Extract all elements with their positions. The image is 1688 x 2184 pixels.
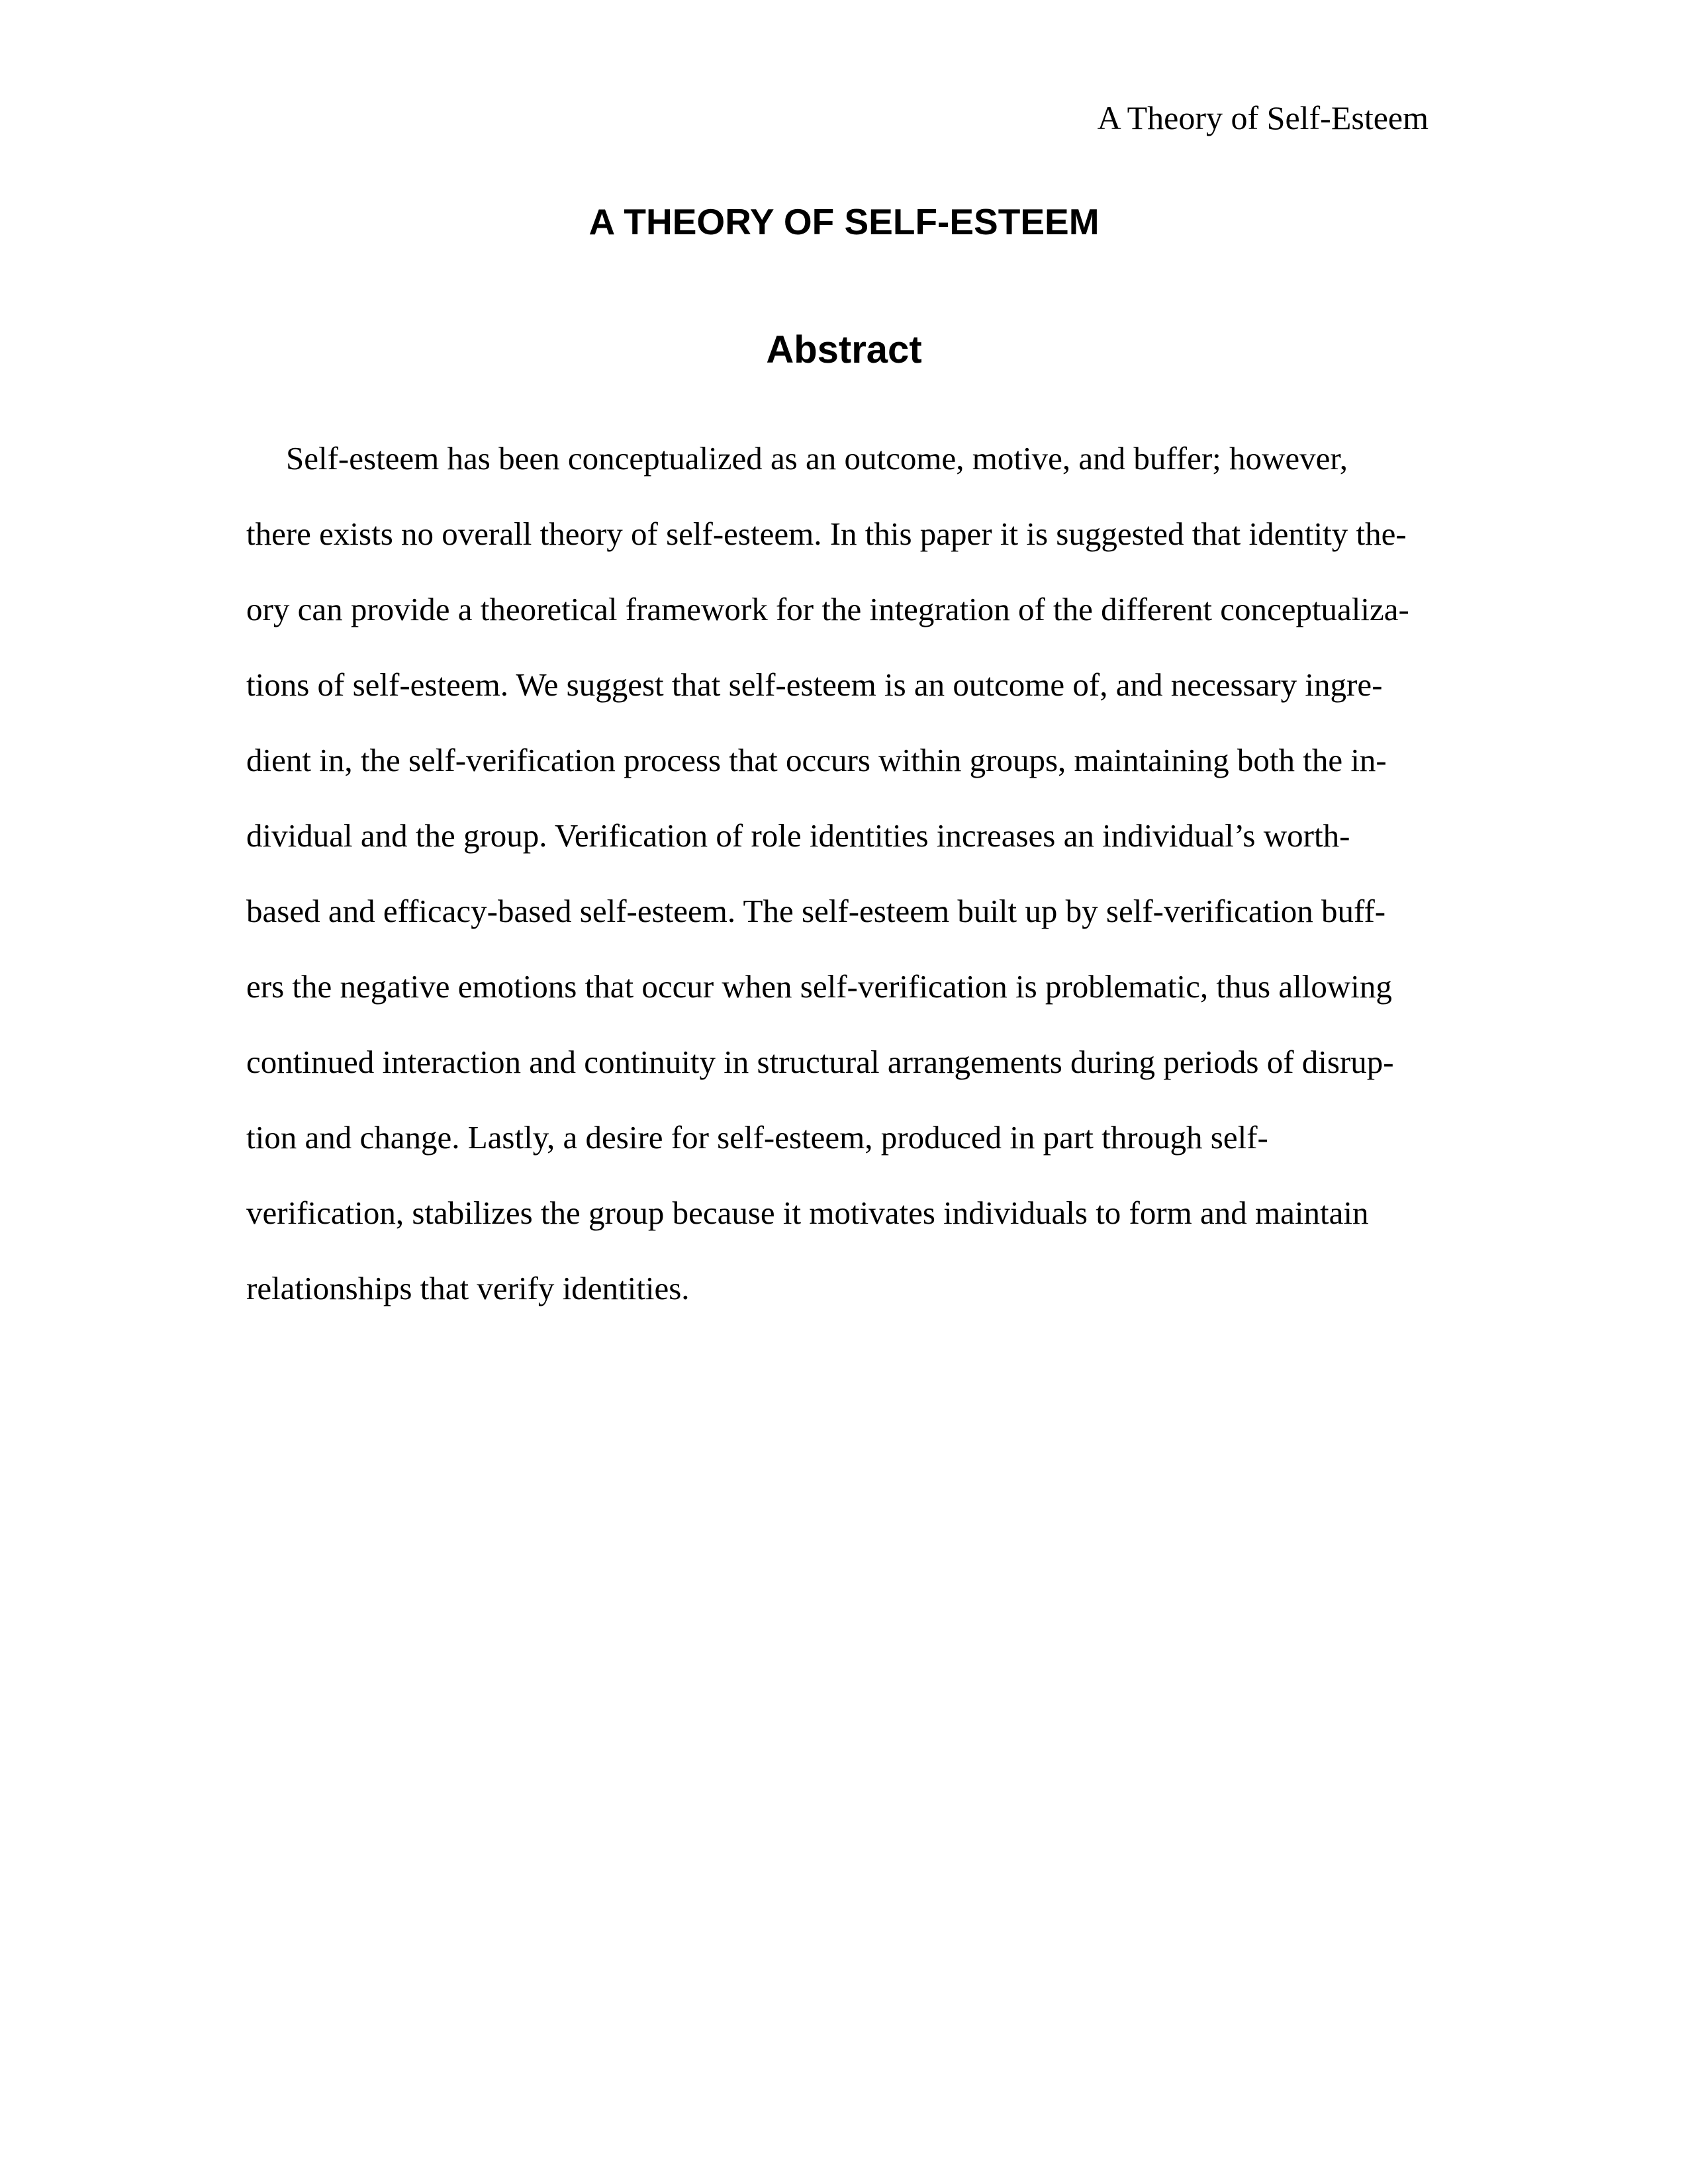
abstract-line: dividual and the group. Verification of role identities increases an individual’s worth- (246, 817, 1350, 854)
abstract-heading: Abstract (766, 328, 922, 371)
abstract-line: there exists no overall theory of self-esteem. In this paper it is suggested that identity the- (246, 516, 1407, 552)
running-head: A Theory of Self-Esteem (1097, 99, 1429, 136)
paper-title: A THEORY OF SELF-ESTEEM (588, 201, 1100, 242)
abstract-line: ers the negative emotions that occur when self-verification is problematic, thus allowing (246, 968, 1392, 1005)
abstract-line: based and efficacy-based self-esteem. The self-esteem built up by self-verification buff- (246, 893, 1386, 929)
abstract-line: continued interaction and continuity in structural arrangements during periods of disrup- (246, 1044, 1394, 1080)
abstract-line: Self-esteem has been conceptualized as an outcome, motive, and buffer; however, (286, 440, 1348, 477)
abstract-body (246, 421, 1438, 1326)
abstract-line: tions of self-esteem. We suggest that self-esteem is an outcome of, and necessary ingre- (246, 666, 1383, 703)
abstract-line: dient in, the self-verification process that occurs within groups, maintaining both the in- (246, 742, 1387, 778)
abstract-line: tion and change. Lastly, a desire for self-esteem, produced in part through self- (246, 1119, 1268, 1156)
abstract-line: verification, stabilizes the group because it motivates individuals to form and maintain (246, 1195, 1369, 1231)
abstract-line: relationships that verify identities. (246, 1270, 690, 1306)
abstract-line: ory can provide a theoretical framework for the integration of the different conceptualiza- (246, 591, 1409, 627)
